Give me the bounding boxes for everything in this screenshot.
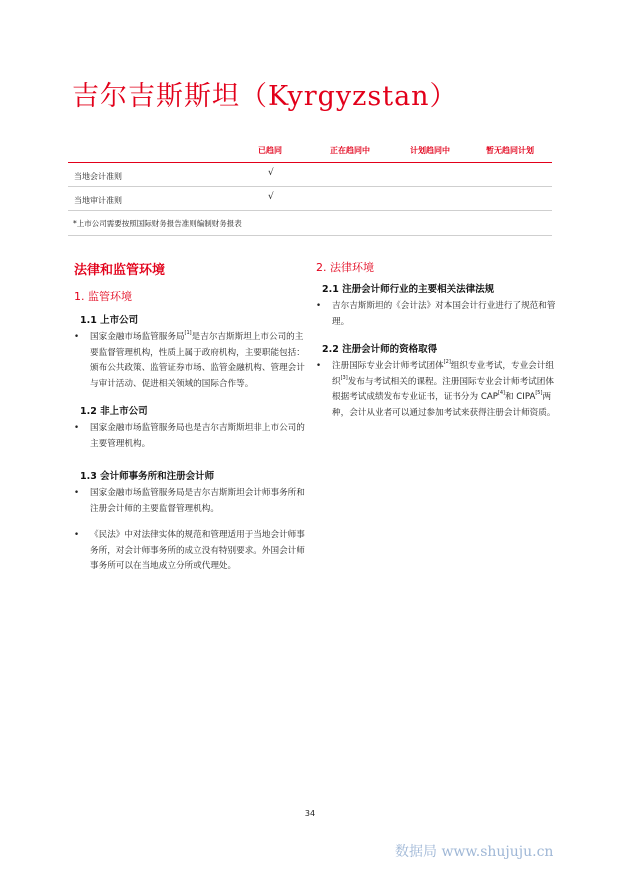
row-label: 当地审计准则 bbox=[74, 196, 122, 205]
bullet-text: 两种，会计从业者可以通过参加考试来获得注册会计师资质。 bbox=[332, 392, 556, 418]
subsection-legal: 2. 法律环境 bbox=[316, 261, 374, 274]
page-title: 吉尔吉斯斯坦（Kyrgyzstan） bbox=[72, 81, 458, 112]
footnote-ref: [3] bbox=[340, 374, 348, 381]
bullet-text: 注册国际专业会计师考试团体 bbox=[332, 361, 444, 371]
left-column bbox=[74, 259, 310, 586]
bullet-text: 发布与考试相关的课程。注册国际专业会计师考试团体根据考试成绩发布专业证书，证书分为 CAP bbox=[332, 376, 554, 402]
bullet-item: • 《民法》中对法律实体的规范和管理适用于当地会计师事务所，对会计师事务所的成立没有特别要求。外国会计师事务所可以在当地成立分所或代理处。 bbox=[74, 528, 310, 575]
bullet-text: 是吉尔吉斯斯坦上市公司的主要监督管理机构，性质上属于政府机构，主要职能包括：颁布公共政策、监管证券市场、监管金融机构、管理会计与审计活动、促进相关领域的国际合作等。 bbox=[90, 332, 305, 389]
footnote-ref: [5] bbox=[535, 390, 543, 396]
footnote-ref: [1] bbox=[184, 330, 192, 336]
bullet-item bbox=[316, 359, 556, 421]
header-planned: 计划趋同中 bbox=[410, 146, 450, 155]
table-header bbox=[68, 143, 552, 163]
watermark: 数据局 www.shujuju.cn bbox=[395, 844, 554, 860]
bullet-item: • 吉尔吉斯斯坦的《会计法》对本国会计行业进行了规范和管理。 bbox=[316, 299, 556, 330]
page-number: 34 bbox=[304, 809, 316, 818]
heading-accounting-firms: 1.3 会计师事务所和注册会计师 bbox=[80, 471, 215, 482]
heading-qualification: 2.2 注册会计师的资格取得 bbox=[322, 344, 438, 355]
convergence-table bbox=[68, 143, 552, 236]
heading-unlisted-companies: 1.2 非上市公司 bbox=[80, 406, 148, 417]
table-note bbox=[68, 211, 552, 236]
bullet-text: 组织专业考试，专业会计组织 bbox=[332, 361, 554, 387]
check-mark: √ bbox=[268, 192, 274, 202]
header-converged: 已趋同 bbox=[258, 146, 282, 155]
bullet-text: 国家金融市场监管服务局 bbox=[90, 332, 185, 342]
footnote-ref: [4] bbox=[497, 390, 505, 396]
section-heading: 法律和监管环境 bbox=[74, 263, 166, 278]
bullet-item bbox=[74, 330, 310, 392]
header-no-plan: 暂无趋同计划 bbox=[486, 146, 534, 155]
table-row bbox=[68, 163, 552, 187]
check-mark: √ bbox=[268, 168, 274, 178]
right-column bbox=[316, 259, 556, 432]
table-row bbox=[68, 187, 552, 211]
footnote-ref: [2] bbox=[443, 359, 451, 365]
heading-laws: 2.1 注册会计师行业的主要相关法律法规 bbox=[322, 284, 495, 295]
row-label: 当地会计准则 bbox=[74, 172, 122, 181]
subsection-regulatory: 1. 监管环境 bbox=[74, 290, 132, 303]
bullet-item: • 国家金融市场监管服务局是吉尔吉斯斯坦会计师事务所和注册会计师的主要监督管理机构。 bbox=[74, 486, 310, 517]
note-text: *上市公司需要按照国际财务报告准则编制财务报表 bbox=[73, 219, 242, 228]
heading-listed-companies: 1.1 上市公司 bbox=[80, 315, 139, 326]
header-converging: 正在趋同中 bbox=[330, 146, 370, 155]
bullet-item: • 国家金融市场监管服务局也是吉尔吉斯斯坦非上市公司的主要管理机构。 bbox=[74, 421, 310, 452]
bullet-text: 和 CIPA bbox=[504, 392, 536, 402]
